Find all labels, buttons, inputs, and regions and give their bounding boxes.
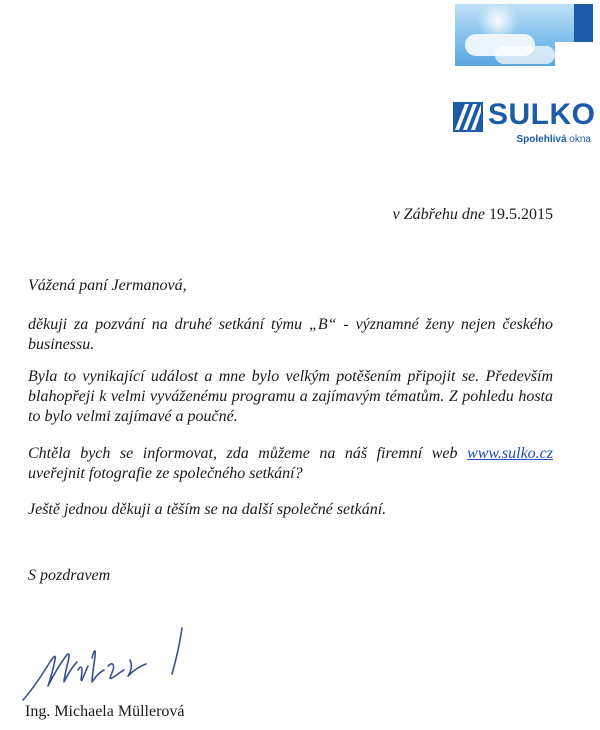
paragraph-invitation: děkuji za pozvání na druhé setkání týmu „B“ - významné ženy nejen českého businessu. [28, 316, 553, 353]
header-frame-cutout [555, 42, 593, 66]
paragraph-photos: Chtěla bych se informovat, zda můžeme na náš firemní web www.sulko.cz uveřejnit fotografie ze společného setkání? [28, 445, 553, 482]
sulko-logo [453, 98, 596, 151]
sun-glare [473, 6, 523, 36]
paragraph-event: Byla to vynikající událost a mne bylo velkým potěšením připojit se. Především blahopřeji k velmi vyváženému programu a zajímavým tématům. Z pohledu hosta to bylo velmi zajímavé a poučné. [28, 368, 553, 425]
handwritten-signature [20, 620, 200, 705]
website-link[interactable]: www.sulko.cz [467, 445, 553, 462]
cloud [495, 46, 555, 64]
header-blue-bar [574, 4, 593, 42]
sulko-window-icon [453, 102, 483, 132]
logo-wordmark: SULKO [488, 98, 596, 131]
closing: S pozdravem [28, 567, 111, 584]
letter-date: v Zábřehu dne 19.5.2015 [392, 206, 553, 223]
logo-tagline: Spolehlivá okna [516, 134, 591, 145]
signer-name: Ing. Michaela Müllerová [25, 703, 185, 720]
salutation: Vážená paní Jermanová, [28, 277, 187, 294]
paragraph-thanks: Ještě jednou děkuji a těším se na další společné setkání. [28, 501, 387, 518]
